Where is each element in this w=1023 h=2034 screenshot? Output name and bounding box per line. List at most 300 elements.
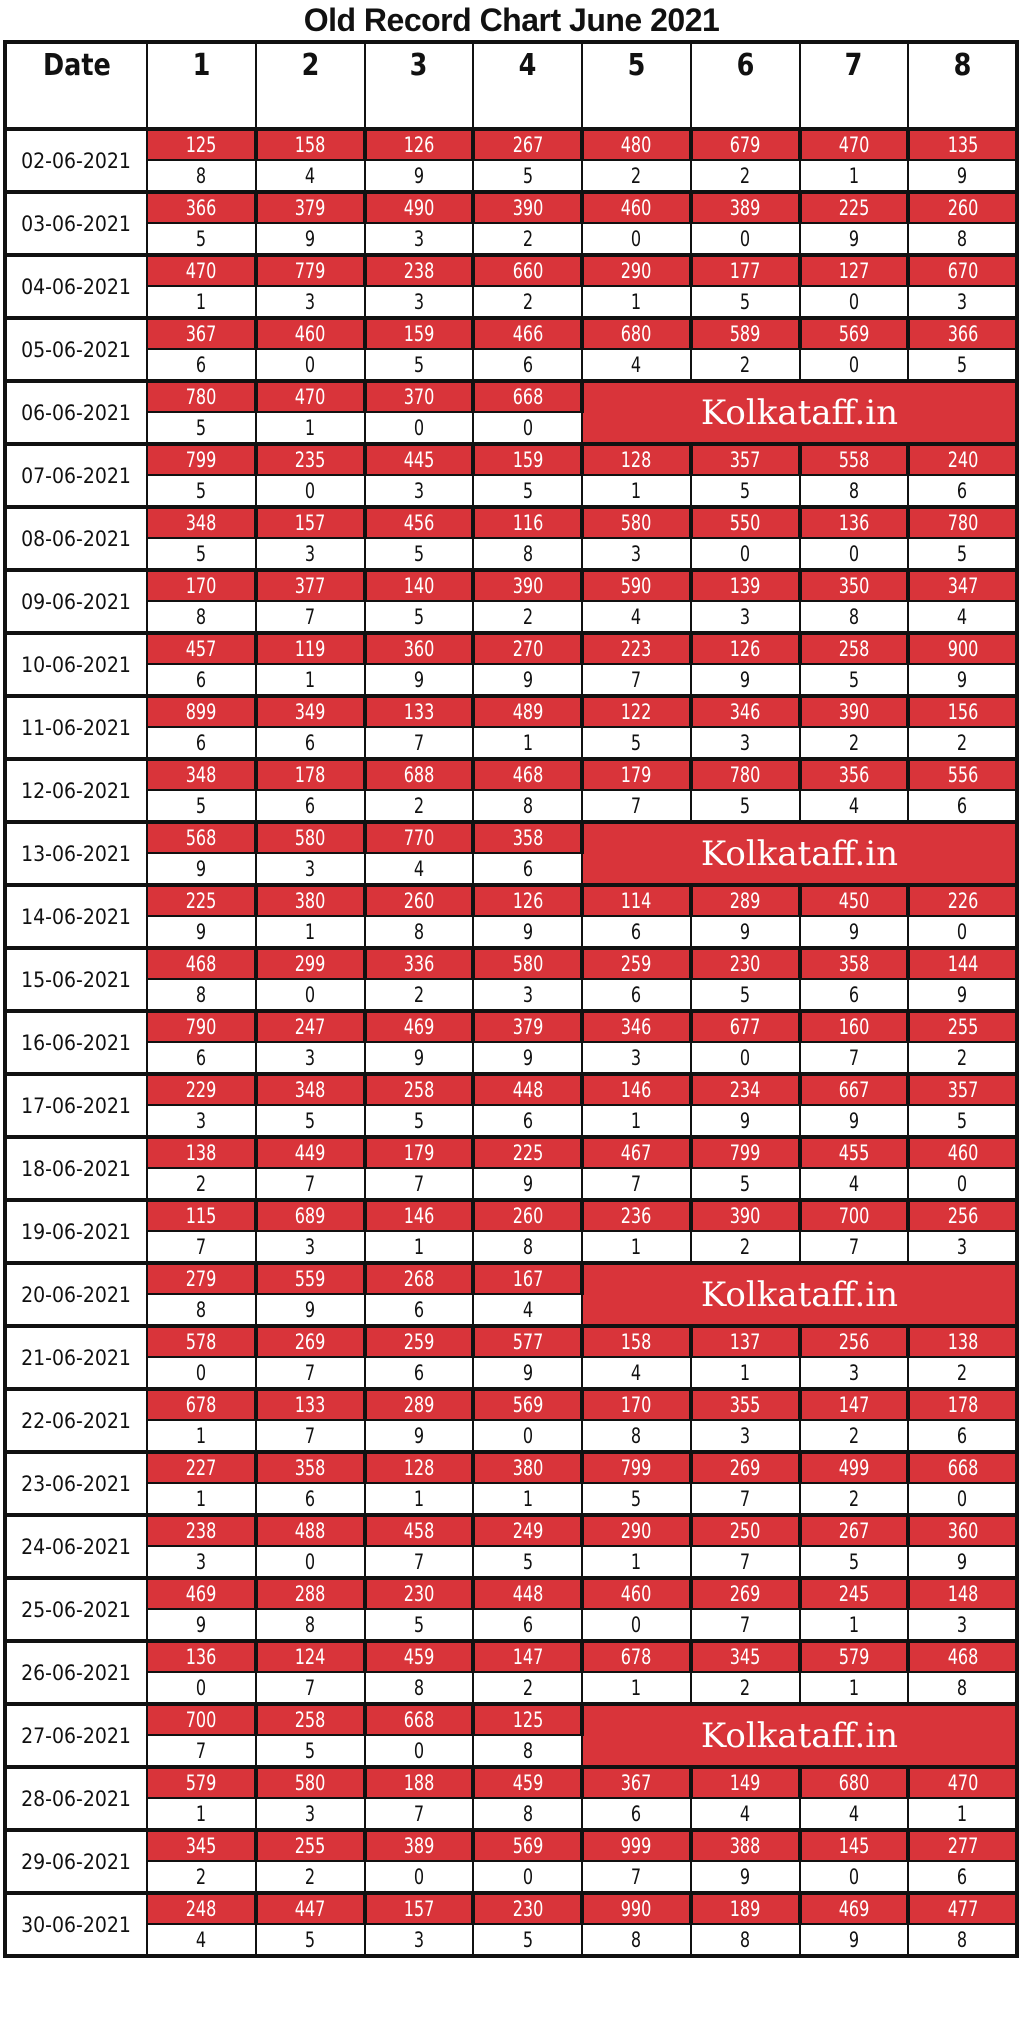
- pana-cell: 126: [473, 885, 582, 916]
- single-cell: 9: [800, 223, 909, 255]
- pana-cell: 499: [800, 1452, 909, 1483]
- pana-cell: 250: [691, 1515, 800, 1546]
- single-cell: 3: [691, 727, 800, 759]
- single-cell: 8: [147, 160, 256, 192]
- single-cell: 9: [256, 223, 365, 255]
- single-cell: 7: [365, 1168, 474, 1200]
- single-cell: 7: [365, 1546, 474, 1578]
- pana-cell: 336: [365, 948, 474, 979]
- single-cell: 9: [256, 1294, 365, 1326]
- header-col-8: 8: [908, 42, 1017, 129]
- single-cell: 0: [691, 1042, 800, 1074]
- single-cell: 8: [473, 1798, 582, 1830]
- single-cell: 8: [365, 1672, 474, 1704]
- date-cell: 25-06-2021: [5, 1578, 147, 1641]
- single-cell: 3: [365, 1924, 474, 1956]
- date-cell: 28-06-2021: [5, 1767, 147, 1830]
- single-cell: 1: [147, 1483, 256, 1515]
- pana-cell: 126: [691, 633, 800, 664]
- pana-row: [5, 1200, 1017, 1231]
- pana-cell: 379: [473, 1011, 582, 1042]
- single-row: [5, 1420, 1017, 1452]
- pana-cell: 448: [473, 1074, 582, 1105]
- pana-cell: 770: [365, 822, 474, 853]
- single-cell: 3: [582, 538, 691, 570]
- pana-cell: 390: [473, 570, 582, 601]
- single-cell: 1: [582, 1105, 691, 1137]
- pana-cell: 299: [256, 948, 365, 979]
- pana-cell: 367: [582, 1767, 691, 1798]
- single-row: [5, 1483, 1017, 1515]
- pana-cell: 460: [908, 1137, 1017, 1168]
- pana-cell: 140: [365, 570, 474, 601]
- single-cell: 1: [800, 1672, 909, 1704]
- date-cell: 22-06-2021: [5, 1389, 147, 1452]
- single-cell: 2: [908, 727, 1017, 759]
- single-cell: 6: [908, 475, 1017, 507]
- single-cell: 3: [256, 853, 365, 885]
- pana-cell: 347: [908, 570, 1017, 601]
- single-row: [5, 1168, 1017, 1200]
- pana-cell: 290: [582, 1515, 691, 1546]
- pana-cell: 125: [473, 1704, 582, 1735]
- pana-cell: 227: [147, 1452, 256, 1483]
- pana-cell: 456: [365, 507, 474, 538]
- single-cell: 8: [473, 1735, 582, 1767]
- pana-cell: 269: [256, 1326, 365, 1357]
- pana-cell: 270: [473, 633, 582, 664]
- single-cell: 5: [365, 538, 474, 570]
- single-cell: 9: [147, 1609, 256, 1641]
- pana-cell: 468: [473, 759, 582, 790]
- single-cell: 5: [473, 475, 582, 507]
- single-cell: 5: [800, 1546, 909, 1578]
- pana-cell: 678: [582, 1641, 691, 1672]
- header-col-1: 1: [147, 42, 256, 129]
- pana-cell: 346: [582, 1011, 691, 1042]
- pana-cell: 157: [365, 1893, 474, 1924]
- pana-cell: 127: [800, 255, 909, 286]
- single-cell: 2: [908, 1357, 1017, 1389]
- single-row: [5, 979, 1017, 1011]
- pana-row: [5, 1389, 1017, 1420]
- single-cell: 5: [147, 790, 256, 822]
- header-col-7: 7: [800, 42, 909, 129]
- pana-cell: 700: [800, 1200, 909, 1231]
- single-cell: 2: [691, 1231, 800, 1263]
- single-cell: 9: [908, 160, 1017, 192]
- single-cell: 6: [256, 1483, 365, 1515]
- single-cell: 0: [365, 1735, 474, 1767]
- pana-cell: 577: [473, 1326, 582, 1357]
- pana-cell: 138: [908, 1326, 1017, 1357]
- pana-cell: 366: [908, 318, 1017, 349]
- pana-cell: 133: [256, 1389, 365, 1420]
- single-cell: 0: [256, 1546, 365, 1578]
- single-cell: 1: [582, 1672, 691, 1704]
- single-row: [5, 1231, 1017, 1263]
- single-cell: 7: [256, 1672, 365, 1704]
- pana-cell: 390: [691, 1200, 800, 1231]
- pana-cell: 119: [256, 633, 365, 664]
- pana-cell: 115: [147, 1200, 256, 1231]
- pana-cell: 356: [800, 759, 909, 790]
- pana-cell: 223: [582, 633, 691, 664]
- single-cell: 9: [691, 1105, 800, 1137]
- pana-cell: 146: [365, 1200, 474, 1231]
- date-cell: 19-06-2021: [5, 1200, 147, 1263]
- single-cell: 6: [256, 790, 365, 822]
- pana-cell: 245: [800, 1578, 909, 1609]
- single-cell: 3: [691, 1420, 800, 1452]
- pana-cell: 358: [256, 1452, 365, 1483]
- pana-cell: 390: [800, 696, 909, 727]
- pana-cell: 480: [582, 129, 691, 160]
- pana-cell: 667: [800, 1074, 909, 1105]
- date-cell: 26-06-2021: [5, 1641, 147, 1704]
- single-cell: 9: [800, 916, 909, 948]
- pana-cell: 260: [365, 885, 474, 916]
- single-cell: 4: [365, 853, 474, 885]
- single-cell: 3: [147, 1105, 256, 1137]
- single-cell: 1: [582, 1546, 691, 1578]
- single-cell: 0: [800, 349, 909, 381]
- pana-cell: 590: [582, 570, 691, 601]
- single-cell: 2: [582, 160, 691, 192]
- pana-cell: 660: [473, 255, 582, 286]
- single-cell: 2: [147, 1168, 256, 1200]
- brand-watermark: Kolkataff.in: [582, 1263, 1017, 1326]
- single-cell: 6: [147, 664, 256, 696]
- single-row: [5, 1546, 1017, 1578]
- pana-cell: 366: [147, 192, 256, 223]
- pana-cell: 568: [147, 822, 256, 853]
- single-cell: 5: [147, 538, 256, 570]
- pana-cell: 370: [365, 381, 474, 412]
- pana-cell: 357: [691, 444, 800, 475]
- single-cell: 0: [691, 223, 800, 255]
- pana-row: [5, 1704, 1017, 1735]
- pana-cell: 569: [473, 1389, 582, 1420]
- single-cell: 2: [473, 223, 582, 255]
- single-cell: 2: [256, 1861, 365, 1893]
- single-row: [5, 1357, 1017, 1389]
- single-cell: 9: [800, 1105, 909, 1137]
- pana-cell: 188: [365, 1767, 474, 1798]
- pana-cell: 256: [908, 1200, 1017, 1231]
- pana-cell: 360: [365, 633, 474, 664]
- pana-row: [5, 1011, 1017, 1042]
- pana-cell: 345: [147, 1830, 256, 1861]
- brand-watermark: Kolkataff.in: [582, 822, 1017, 885]
- single-cell: 0: [147, 1672, 256, 1704]
- pana-cell: 259: [365, 1326, 474, 1357]
- single-row: [5, 1924, 1017, 1956]
- single-row: [5, 727, 1017, 759]
- single-cell: 0: [582, 1609, 691, 1641]
- single-cell: 4: [582, 349, 691, 381]
- pana-cell: 149: [691, 1767, 800, 1798]
- single-cell: 6: [908, 1420, 1017, 1452]
- pana-cell: 380: [473, 1452, 582, 1483]
- single-cell: 7: [256, 1420, 365, 1452]
- pana-cell: 255: [256, 1830, 365, 1861]
- pana-cell: 470: [800, 129, 909, 160]
- single-cell: 4: [800, 1798, 909, 1830]
- single-cell: 6: [908, 1861, 1017, 1893]
- chart-title: Old Record Chart June 2021: [303, 2, 720, 38]
- pana-cell: 469: [365, 1011, 474, 1042]
- pana-cell: 144: [908, 948, 1017, 979]
- single-cell: 2: [908, 1042, 1017, 1074]
- single-cell: 6: [908, 790, 1017, 822]
- pana-row: [5, 1452, 1017, 1483]
- pana-cell: 680: [582, 318, 691, 349]
- single-row: [5, 160, 1017, 192]
- pana-cell: 288: [256, 1578, 365, 1609]
- single-cell: 7: [691, 1609, 800, 1641]
- pana-cell: 578: [147, 1326, 256, 1357]
- pana-cell: 379: [256, 192, 365, 223]
- single-cell: 0: [908, 1168, 1017, 1200]
- pana-cell: 469: [800, 1893, 909, 1924]
- single-cell: 3: [256, 538, 365, 570]
- date-cell: 15-06-2021: [5, 948, 147, 1011]
- date-cell: 18-06-2021: [5, 1137, 147, 1200]
- single-cell: 7: [365, 727, 474, 759]
- pana-cell: 158: [582, 1326, 691, 1357]
- single-cell: 4: [800, 1168, 909, 1200]
- single-cell: 0: [691, 538, 800, 570]
- pana-cell: 668: [365, 1704, 474, 1735]
- single-cell: 5: [908, 538, 1017, 570]
- single-cell: 5: [691, 286, 800, 318]
- pana-cell: 345: [691, 1641, 800, 1672]
- single-cell: 5: [365, 349, 474, 381]
- pana-cell: 477: [908, 1893, 1017, 1924]
- pana-row: [5, 444, 1017, 475]
- single-cell: 4: [908, 601, 1017, 633]
- pana-cell: 139: [691, 570, 800, 601]
- pana-cell: 178: [908, 1389, 1017, 1420]
- single-cell: 0: [908, 1483, 1017, 1515]
- pana-cell: 677: [691, 1011, 800, 1042]
- pana-cell: 177: [691, 255, 800, 286]
- single-cell: 3: [908, 1609, 1017, 1641]
- single-cell: 5: [582, 727, 691, 759]
- single-cell: 2: [800, 1483, 909, 1515]
- single-cell: 1: [582, 475, 691, 507]
- single-row: [5, 664, 1017, 696]
- single-cell: 7: [582, 790, 691, 822]
- pana-cell: 447: [256, 1893, 365, 1924]
- pana-cell: 389: [365, 1830, 474, 1861]
- single-cell: 0: [473, 412, 582, 444]
- pana-cell: 460: [256, 318, 365, 349]
- single-cell: 8: [908, 1924, 1017, 1956]
- single-cell: 8: [800, 601, 909, 633]
- single-cell: 0: [256, 475, 365, 507]
- single-cell: 0: [256, 349, 365, 381]
- date-cell: 29-06-2021: [5, 1830, 147, 1893]
- record-table: [3, 40, 1019, 1958]
- pana-cell: 450: [800, 885, 909, 916]
- pana-cell: 799: [147, 444, 256, 475]
- pana-cell: 170: [582, 1389, 691, 1420]
- single-cell: 0: [147, 1357, 256, 1389]
- pana-cell: 899: [147, 696, 256, 727]
- pana-row: [5, 1074, 1017, 1105]
- single-cell: 5: [908, 349, 1017, 381]
- pana-cell: 388: [691, 1830, 800, 1861]
- single-cell: 8: [147, 979, 256, 1011]
- single-cell: 3: [365, 475, 474, 507]
- single-cell: 1: [147, 286, 256, 318]
- pana-cell: 230: [365, 1578, 474, 1609]
- single-cell: 1: [582, 1231, 691, 1263]
- pana-cell: 240: [908, 444, 1017, 475]
- single-cell: 0: [365, 412, 474, 444]
- pana-cell: 156: [908, 696, 1017, 727]
- pana-cell: 489: [473, 696, 582, 727]
- single-row: [5, 223, 1017, 255]
- pana-cell: 580: [473, 948, 582, 979]
- single-cell: 6: [147, 1042, 256, 1074]
- header-col-3: 3: [365, 42, 474, 129]
- pana-cell: 688: [365, 759, 474, 790]
- pana-cell: 248: [147, 1893, 256, 1924]
- pana-cell: 355: [691, 1389, 800, 1420]
- pana-row: [5, 1767, 1017, 1798]
- pana-cell: 136: [800, 507, 909, 538]
- pana-cell: 138: [147, 1137, 256, 1168]
- pana-cell: 179: [365, 1137, 474, 1168]
- pana-cell: 158: [256, 129, 365, 160]
- pana-row: [5, 1326, 1017, 1357]
- pana-cell: 449: [256, 1137, 365, 1168]
- pana-cell: 367: [147, 318, 256, 349]
- pana-cell: 170: [147, 570, 256, 601]
- pana-cell: 159: [473, 444, 582, 475]
- single-cell: 2: [800, 727, 909, 759]
- pana-cell: 668: [473, 381, 582, 412]
- pana-cell: 348: [147, 759, 256, 790]
- single-cell: 4: [473, 1294, 582, 1326]
- pana-cell: 389: [691, 192, 800, 223]
- single-cell: 9: [147, 853, 256, 885]
- single-cell: 9: [691, 664, 800, 696]
- single-cell: 6: [582, 916, 691, 948]
- single-row: [5, 1672, 1017, 1704]
- pana-cell: 157: [256, 507, 365, 538]
- single-cell: 4: [582, 1357, 691, 1389]
- pana-cell: 249: [473, 1515, 582, 1546]
- single-row: [5, 916, 1017, 948]
- pana-cell: 679: [691, 129, 800, 160]
- pana-cell: 448: [473, 1578, 582, 1609]
- pana-cell: 225: [147, 885, 256, 916]
- pana-cell: 458: [365, 1515, 474, 1546]
- single-row: [5, 349, 1017, 381]
- pana-cell: 268: [365, 1263, 474, 1294]
- single-cell: 9: [365, 160, 474, 192]
- single-cell: 5: [691, 475, 800, 507]
- single-cell: 6: [147, 727, 256, 759]
- pana-cell: 358: [473, 822, 582, 853]
- pana-cell: 135: [908, 129, 1017, 160]
- pana-cell: 116: [473, 507, 582, 538]
- pana-cell: 147: [473, 1641, 582, 1672]
- pana-row: [5, 759, 1017, 790]
- single-cell: 5: [691, 790, 800, 822]
- date-cell: 17-06-2021: [5, 1074, 147, 1137]
- pana-cell: 556: [908, 759, 1017, 790]
- single-row: [5, 1042, 1017, 1074]
- pana-cell: 259: [582, 948, 691, 979]
- single-cell: 5: [365, 1105, 474, 1137]
- single-cell: 7: [582, 1861, 691, 1893]
- single-cell: 9: [691, 916, 800, 948]
- single-cell: 9: [800, 1924, 909, 1956]
- date-cell: 24-06-2021: [5, 1515, 147, 1578]
- single-cell: 8: [908, 1672, 1017, 1704]
- pana-cell: 226: [908, 885, 1017, 916]
- single-cell: 1: [473, 1483, 582, 1515]
- date-cell: 11-06-2021: [5, 696, 147, 759]
- pana-cell: 900: [908, 633, 1017, 664]
- single-cell: 9: [908, 979, 1017, 1011]
- pana-cell: 779: [256, 255, 365, 286]
- pana-cell: 668: [908, 1452, 1017, 1483]
- pana-row: [5, 696, 1017, 727]
- single-cell: 6: [365, 1357, 474, 1389]
- single-cell: 3: [800, 1357, 909, 1389]
- pana-cell: 160: [800, 1011, 909, 1042]
- single-cell: 7: [256, 1357, 365, 1389]
- single-cell: 6: [473, 1105, 582, 1137]
- single-cell: 1: [800, 160, 909, 192]
- single-cell: 1: [147, 1420, 256, 1452]
- date-cell: 23-06-2021: [5, 1452, 147, 1515]
- single-cell: 0: [473, 1420, 582, 1452]
- single-row: [5, 790, 1017, 822]
- single-cell: 8: [908, 223, 1017, 255]
- pana-cell: 380: [256, 885, 365, 916]
- pana-row: [5, 1515, 1017, 1546]
- single-cell: 2: [147, 1861, 256, 1893]
- pana-cell: 346: [691, 696, 800, 727]
- single-cell: 4: [147, 1924, 256, 1956]
- pana-cell: 128: [365, 1452, 474, 1483]
- pana-cell: 148: [908, 1578, 1017, 1609]
- pana-cell: 279: [147, 1263, 256, 1294]
- pana-row: [5, 885, 1017, 916]
- pana-cell: 780: [691, 759, 800, 790]
- single-cell: 7: [691, 1546, 800, 1578]
- single-cell: 0: [908, 916, 1017, 948]
- pana-cell: 470: [256, 381, 365, 412]
- single-cell: 8: [691, 1924, 800, 1956]
- pana-row: [5, 318, 1017, 349]
- single-cell: 9: [473, 664, 582, 696]
- pana-row: [5, 633, 1017, 664]
- pana-cell: 457: [147, 633, 256, 664]
- single-cell: 9: [147, 916, 256, 948]
- single-cell: 7: [582, 664, 691, 696]
- header-row: [5, 42, 1017, 129]
- date-cell: 30-06-2021: [5, 1893, 147, 1956]
- single-cell: 7: [691, 1483, 800, 1515]
